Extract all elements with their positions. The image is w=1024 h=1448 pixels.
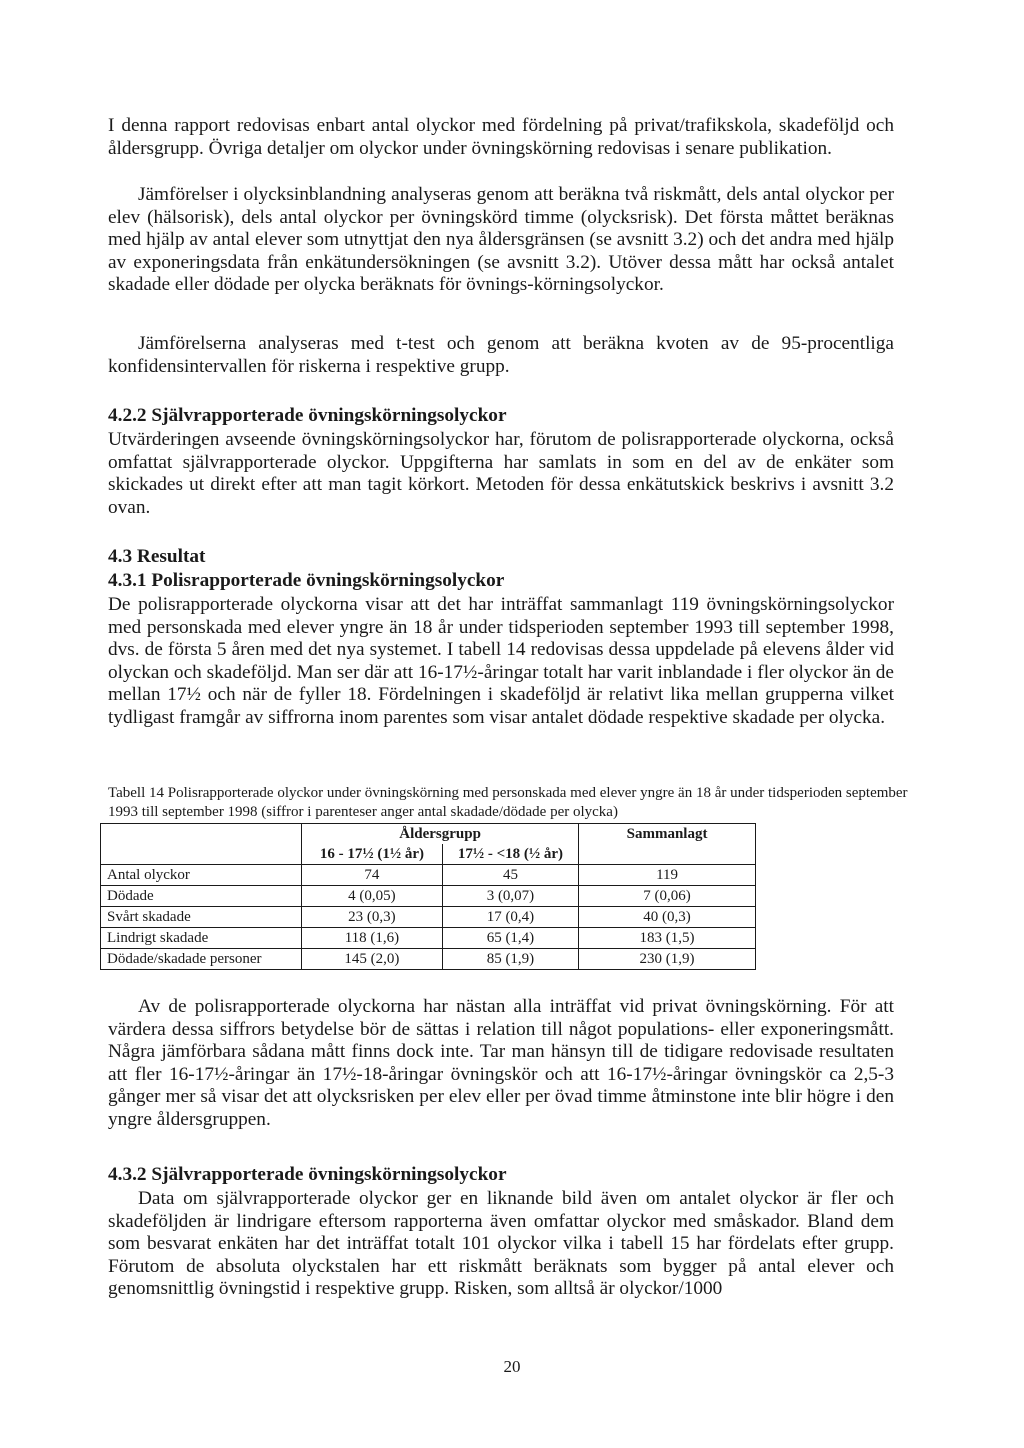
table-row: [101, 865, 756, 886]
page-number: 20: [503, 1357, 521, 1376]
table-header-total-blank: [579, 844, 756, 865]
heading-4-3-2: 4.3.2 Självrapporterade övningskörningsolyckor: [108, 1164, 507, 1185]
cell-total: 183 (1,5): [579, 928, 756, 949]
cell-group1: 145 (2,0): [302, 949, 443, 970]
paragraph-police-discussion: Av de polisrapporterade olyckorna har nästan alla inträffat vid privat övningskörning. För att värdera dessa siffrors betydelse bör de sättas i relation till något populations- eller exponeringsmått. Några jämförbara sådana mått finns dock inte. Tar man hänsyn till de tidigare redovisade resultaten att fler 16-17½-åringar än 17½-18-åringar övningskör och att 16-17½-åringar övningskör ca 2,5-3 gånger mer så visar det att olycksrisken per elev eller per övad timme åtminstone inte blir högre i den yngre åldersgruppen.: [108, 996, 894, 1130]
cell-group2: 3 (0,07): [442, 886, 578, 907]
table-header-total: Sammanlagt: [579, 824, 756, 845]
heading-4-3-1: 4.3.1 Polisrapporterade övningskörningsolyckor: [108, 570, 505, 591]
table-header-age-group: Åldersgrupp: [302, 824, 579, 845]
table-header-empty: [101, 824, 302, 865]
table-row: [101, 886, 756, 907]
paragraph-intro: I denna rapport redovisas enbart antal olyckor med fördelning på privat/trafikskola, skadeföljd och åldersgrupp. Övriga detaljer om olyckor under övningskörning redovisas i senare publikation.: [108, 115, 894, 159]
table-header-group1: 16 - 17½ (1½ år): [302, 844, 443, 865]
table-header-row: [101, 824, 756, 845]
table-row: [101, 907, 756, 928]
cell-total: 230 (1,9): [579, 949, 756, 970]
heading-4-3: 4.3 Resultat: [108, 546, 206, 567]
cell-group1: 74: [302, 865, 443, 886]
cell-total: 119: [579, 865, 756, 886]
table-caption: Tabell 14 Polisrapporterade olyckor under övningskörning med personskada med elever yngre än 18 år under tidsperioden september 1993 till september 1998 (siffror i parenteser anger antal skadade/dödade per olycka): [108, 785, 908, 820]
paragraph-police-results: De polisrapporterade olyckorna visar att det har inträffat sammanlagt 119 övningskörningsolyckor med personskada med elever yngre än 18 år under tidsperioden september 1993 till september 1998, dvs. de första 5 åren med det nya systemet. I tabell 14 redovisas dessa uppdelade på elevens ålder vid olyckan och skadeföljd. Man ser där att 16-17½-åringar totalt har varit inblandade i fler olyckor än de mellan 17½ och när de fyller 18. Fördelningen i skadeföljd är relativt lika mellan grupperna vilket tydligast framgår av siffrorna inom parentes som visar antalet dödade respektive skadade per olycka.: [108, 594, 894, 728]
row-label: Dödade: [101, 886, 302, 907]
cell-group1: 4 (0,05): [302, 886, 443, 907]
cell-total: 40 (0,3): [579, 907, 756, 928]
row-label: Svårt skadade: [101, 907, 302, 928]
cell-group2: 45: [442, 865, 578, 886]
row-label: Lindrigt skadade: [101, 928, 302, 949]
cell-group1: 23 (0,3): [302, 907, 443, 928]
table-row: [101, 949, 756, 970]
cell-group2: 17 (0,4): [442, 907, 578, 928]
table-row: [101, 928, 756, 949]
row-label: Dödade/skadade personer: [101, 949, 302, 970]
row-label: Antal olyckor: [101, 865, 302, 886]
paragraph-self-reported-method: Utvärderingen avseende övningskörningsolyckor har, förutom de polisrapporterade olyckorna, också omfattat självrapporterade olyckor. Uppgifterna har samlats in som en del av de enkäter som skickades ut direkt efter att man tagit körkort. Metoden för dessa enkätutskick beskrivs i avsnitt 3.2 ovan.: [108, 429, 894, 518]
paragraph-t-test: Jämförelserna analyseras med t-test och genom att beräkna kvoten av de 95-procentliga konfidensintervallen för riskerna i respektive grupp.: [108, 333, 894, 377]
paragraph-risk-measures: Jämförelser i olycksinblandning analyseras genom att beräkna två riskmått, dels antal olyckor per elev (hälsorisk), dels antal olyckor per övningskörd timme (olycksrisk). Det första måttet beräknas med hjälp av antal elever som utnyttjat den nya åldersgränsen (se avsnitt 3.2) och det andra med hjälp av exponeringsdata från enkätundersökningen (se avsnitt 3.2). Utöver dessa mått har också antalet skadade eller dödade per olycka beräknats för övnings-körningsolyckor.: [108, 184, 894, 296]
cell-group1: 118 (1,6): [302, 928, 443, 949]
table-14: [100, 823, 756, 970]
table-header-group2: 17½ - <18 (½ år): [442, 844, 578, 865]
cell-total: 7 (0,06): [579, 886, 756, 907]
heading-4-2-2: 4.2.2 Självrapporterade övningskörningsolyckor: [108, 405, 507, 426]
cell-group2: 85 (1,9): [442, 949, 578, 970]
cell-group2: 65 (1,4): [442, 928, 578, 949]
paragraph-self-reported-results: Data om självrapporterade olyckor ger en liknande bild även om antalet olyckor är fler och skadeföljden är lindrigare eftersom rapporterna även omfattar olyckor med småskador. Bland dem som besvarat enkäten har det inträffat totalt 101 olyckor vilka i tabell 15 har fördelats efter grupp. Förutom de absoluta olyckstalen har ett riskmått beräknats som bygger på antal elever och genomsnittlig övningstid i respektive grupp. Risken, som alltså är olyckor/1000: [108, 1188, 894, 1300]
